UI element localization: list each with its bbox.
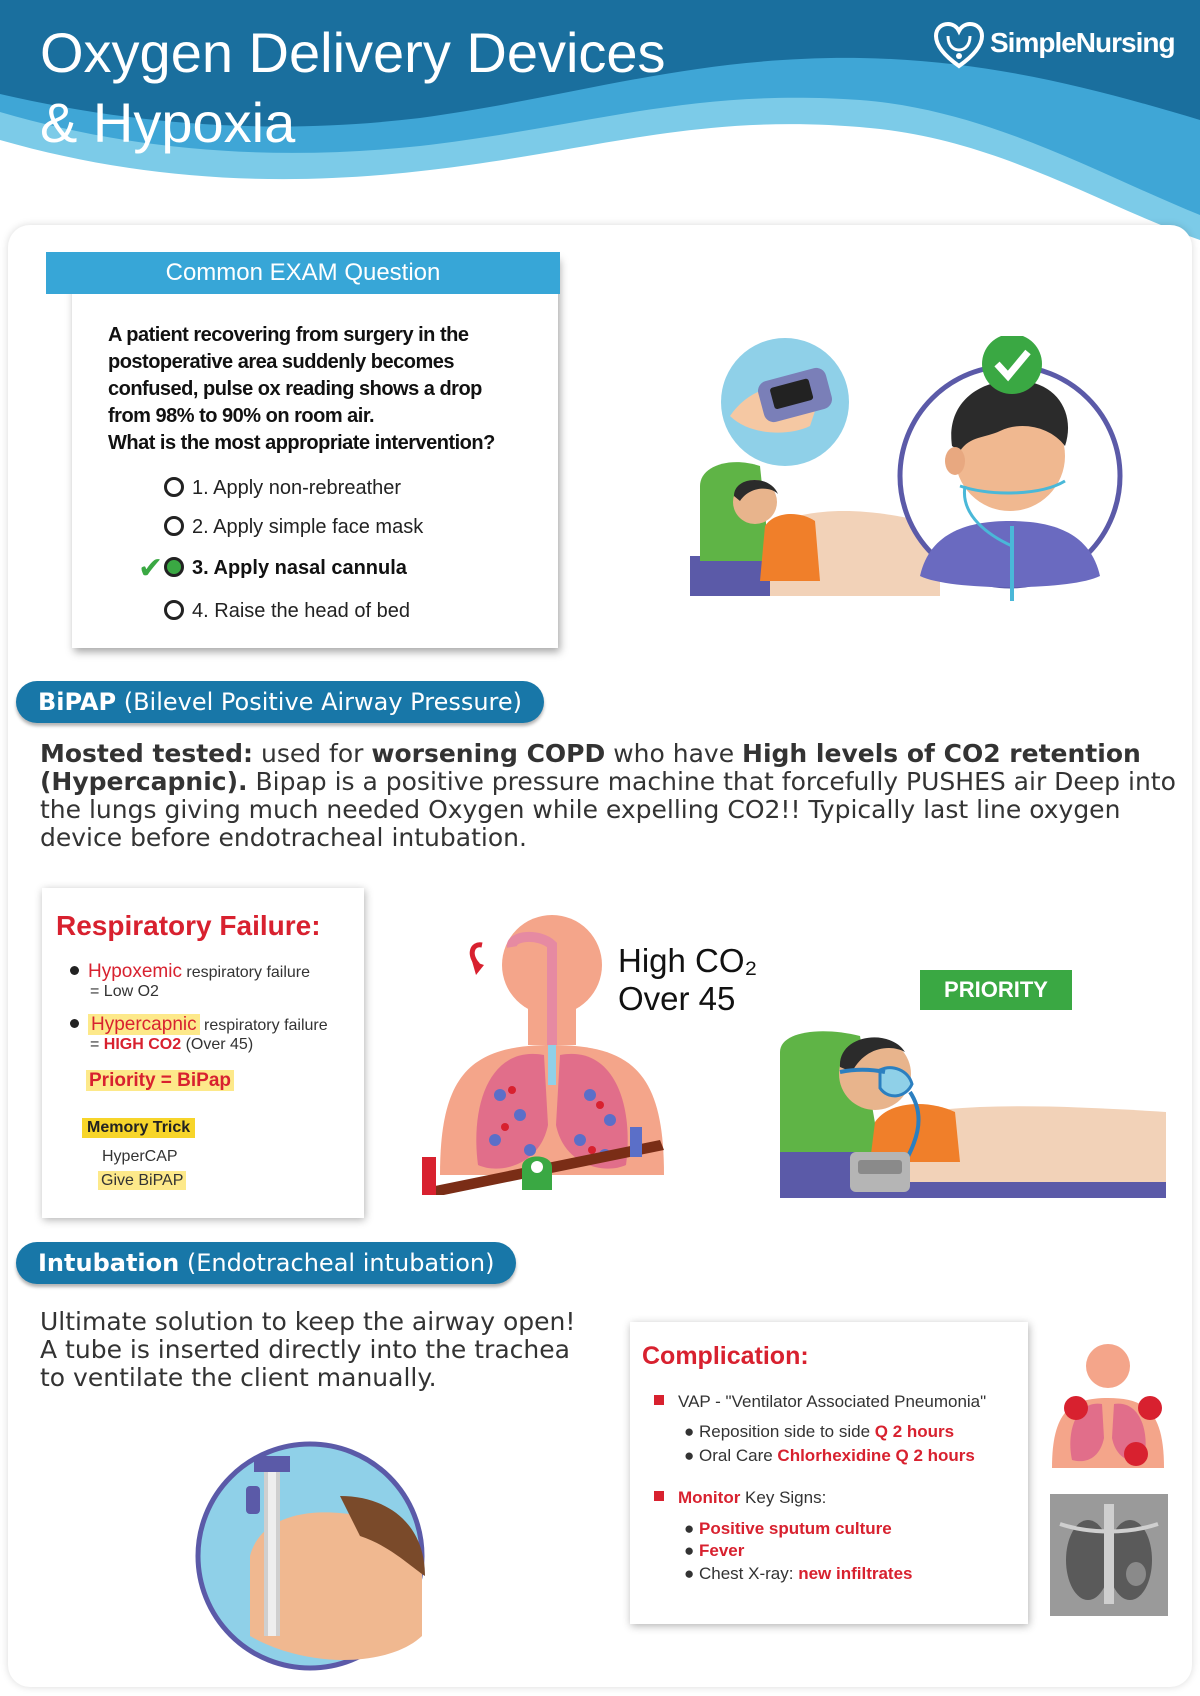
hypoxemic-term: Hypoxemic [88,961,182,982]
item-text: respiratory failure [199,1017,328,1034]
chest-xray-image [1050,1494,1168,1616]
memory-line-2: Give BiPAP [98,1171,186,1190]
answer-option-3[interactable] [164,557,407,580]
item-text: Reposition side to side [699,1422,875,1441]
item-red: Positive sputum culture [699,1519,892,1538]
option-number: 2. [192,516,209,538]
answer-option-2[interactable] [164,516,423,539]
high-co2: HIGH CO2 [103,1036,182,1053]
co2-line-2: Over 45 [618,980,736,1017]
bullet-icon [70,966,79,975]
option-number: 4. [192,600,209,622]
item-red: new infiltrates [798,1564,913,1583]
hypercapnic-term: Hypercapnic [88,1014,200,1035]
item-text: = [90,1036,104,1053]
intubation-line: Ultimate solution to keep the airway open! [40,1307,576,1336]
option-number: 3. [192,557,209,579]
title-line-1: Oxygen Delivery Devices [40,21,666,84]
stethoscope-heart-icon [932,20,986,72]
intubation-title: Intubation [38,1249,180,1277]
page-title [40,18,860,158]
intubation-description [40,1308,640,1392]
intubation-section-heading [16,1242,516,1284]
desc-high-co2: High levels of CO2 retention (Hypercapnic). [40,739,1141,796]
option-text: Apply non-rebreather [213,477,402,499]
question-line: A patient recovering from surgery in the [108,324,469,346]
item-red: Fever [699,1541,745,1560]
option-number: 1. [192,477,209,499]
hypercapnic-item [70,1015,370,1054]
monitor-item [654,1488,826,1507]
nasal-cannula-patient-illustration [690,336,1140,606]
option-text: Raise the head of bed [214,600,410,622]
item-text: Key Signs: [740,1488,827,1507]
intubation-line: A tube is inserted directly into the trachea [40,1335,570,1364]
memory-line-1: HyperCAP [102,1148,178,1165]
infected-lungs-illustration [1046,1342,1170,1468]
radio-selected-icon[interactable] [164,557,184,577]
question-line: from 98% to 90% on room air. [108,405,375,427]
memory-trick-label: Memory Trick [82,1118,195,1138]
hypoxemic-item [70,962,360,1001]
item-text: respiratory failure [181,964,311,981]
brand-logo: SimpleNursing [990,27,1175,58]
item-text: (Over 45) [181,1036,254,1053]
item-text: Chest X-ray: [699,1564,799,1583]
desc-text: Bipap is a positive pressure machine that forcefully PUSHES air Deep into the lungs giving much needed Oxygen while expelling CO2!! Typically last line oxygen device before endotracheal intubation. [40,767,1176,852]
vap-text: VAP - "Ventilator Associated Pneumonia" [678,1392,987,1411]
desc-lead: Mosted tested: [40,739,254,768]
answer-option-1[interactable] [164,477,401,500]
option-text: Apply simple face mask [213,516,424,538]
option-text: Apply nasal cannula [213,557,407,579]
complication-title: Complication: [642,1342,809,1370]
title-line-2: & Hypoxia [40,91,296,154]
desc-copd: worsening COPD [371,739,606,768]
oral-care-item: ● Oral Care Chlorhexidine Q 2 hours [684,1446,975,1465]
co2-line-1: High CO₂ [618,942,758,979]
bullet-square-icon [654,1395,664,1405]
priority-text: Priority = BiPap [86,1070,234,1091]
sign-item: ● Positive sputum culture [684,1519,892,1538]
bipap-subtitle: (Bilevel Positive Airway Pressure) [123,688,523,716]
priority-bipap [86,1070,234,1092]
priority-badge: PRIORITY [920,970,1072,1010]
correct-checkmark-icon: ✔ [138,551,164,586]
question-line: confused, pulse ox reading shows a drop [108,378,482,400]
question-line: What is the most appropriate intervention? [108,432,495,454]
vap-item [654,1392,986,1411]
sign-item: ● Fever [684,1541,745,1560]
bipap-title: BiPAP [38,688,117,716]
item-red: Q 2 hours [874,1422,955,1441]
sign-item: ● Chest X-ray: new infiltrates [684,1564,913,1583]
bullet-icon [70,1019,79,1028]
intubation-illustration [190,1436,430,1676]
item-red: Chlorhexidine Q 2 hours [777,1446,975,1465]
bipap-description [40,740,1190,852]
high-co2-label [618,942,757,1018]
answer-option-4[interactable] [164,600,410,623]
question-line: postoperative area suddenly becomes [108,351,454,373]
radio-icon[interactable] [164,600,184,620]
bipap-section-heading [16,681,544,723]
reposition-item: ● Reposition side to side Q 2 hours [684,1422,955,1441]
respiratory-failure-title: Respiratory Failure: [56,910,321,941]
radio-icon[interactable] [164,516,184,536]
monitor-label: Monitor [678,1488,741,1507]
item-text: Oral Care [699,1446,778,1465]
exam-header: Common EXAM Question [46,252,560,294]
item-text: = Low O2 [90,983,159,1000]
exam-question [108,322,558,457]
intubation-subtitle: (Endotracheal intubation) [186,1249,495,1277]
bullet-square-icon [654,1491,664,1501]
bipap-patient-illustration [780,1012,1166,1198]
radio-icon[interactable] [164,477,184,497]
desc-text: used for [253,739,372,768]
desc-text: who have [605,739,743,768]
intubation-line: to ventilate the client manually. [40,1363,437,1392]
